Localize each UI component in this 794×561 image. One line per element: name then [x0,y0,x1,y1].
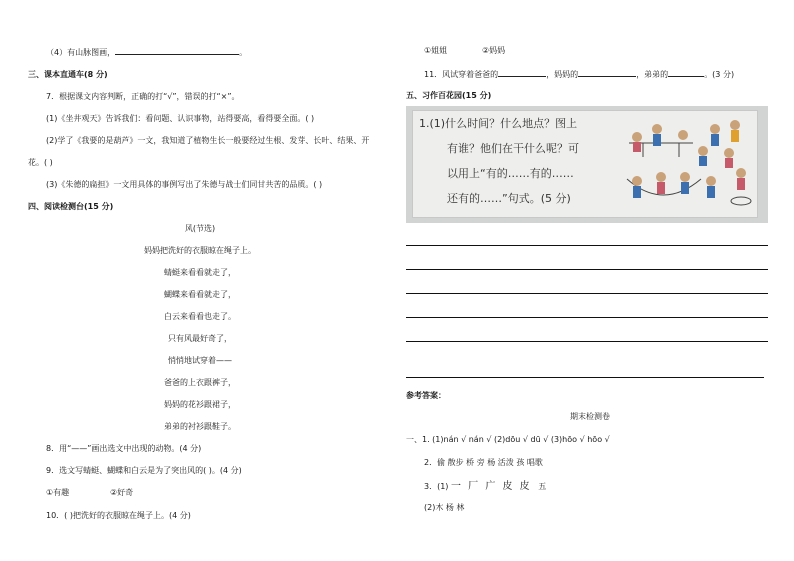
q4-line [46,46,247,58]
exam-title: 期末检测卷 [570,412,610,421]
q11-part-d: 。(3 分) [704,70,735,79]
q9-option-2[interactable]: ②好奇 [110,488,134,497]
writing-line-6[interactable] [406,377,764,378]
section-4-title: 四、阅读检测台(15 分) [28,202,114,211]
writing-line-5[interactable] [406,341,768,342]
answer-3-strokes: 一 厂 广 皮 皮 [450,481,532,492]
q11-blank-2[interactable] [578,68,636,77]
answer-1: 一、1. (1)nán √ nán √ (2)dōu √ dū √ (3)hōo √ hōo √ [406,435,610,444]
section-5-title: 五、习作百花园(15 分) [406,91,492,100]
poem-line-5: 只有风最好奇了， [168,334,232,343]
poem-line-6: 悄悄地试穿着—— [168,356,232,365]
q11-part-b: ，妈妈的 [546,70,579,79]
answer-3-prefix: 3．(1) [424,482,449,491]
option-mother[interactable]: ②妈妈 [482,46,506,55]
poem-line-9: 弟弟的衬衫跟鞋子。 [164,422,236,431]
question-7-1: (1)《坐井观天》告诉我们：看问题、认识事物，站得要高，看得要全面。( ) [46,114,315,123]
prompt-line-2: 有谁？他们在干什么呢？可 [447,142,579,155]
question-10: 10．( )把洗好的衣服晾在绳子上。(4 分) [46,511,191,520]
writing-line-2[interactable] [406,269,768,270]
question-7-2: (2)学了《我要的是葫芦》一文，我知道了植物生长一般要经过生根、发芽、长叶、结果、开 [46,136,370,145]
poem-title: 风(节选) [184,224,216,233]
q9-option-1[interactable]: ①有趣 [46,488,70,497]
poem-line-2: 蜻蜓来看看就走了， [164,268,236,277]
question-7: 7．根据课文内容判断，正确的打“√”，错误的打“×”。 [46,92,240,101]
answers-title: 参考答案： [406,391,446,400]
question-7-2-cont: 花。( ) [28,158,53,167]
q4-prefix: （4）有山脉图画， [46,48,116,57]
prompt-line-3: 以用上“有的……有的…… [447,167,574,180]
prompt-line-4: 还有的……”句式。(5 分) [447,192,571,205]
poem-line-1: 妈妈把洗好的衣服晾在绳子上。 [144,246,256,255]
prompt-line-1: 1.(1)什么时间？什么地点？图上 [419,117,578,130]
poem-line-4: 白云来看看也走了。 [164,312,236,321]
answer-4: (2)木 杨 林 [424,503,465,512]
poem-line-7: 爸爸的上衣跟裤子， [164,378,236,387]
writing-prompt-card [412,110,758,218]
section-3-title: 三、课本直通车(8 分) [28,70,108,79]
poem-line-3: 蝴蝶来看看就走了， [164,290,236,299]
q4-blank[interactable] [115,46,239,55]
question-8: 8．用“——”画出选文中出现的动物。(4 分) [46,444,202,453]
option-sister[interactable]: ①姐姐 [424,46,448,55]
q11-blank-3[interactable] [668,68,704,77]
question-7-3: (3)《朱德的扁担》一文用具体的事例写出了朱德与战士们同甘共苦的品质。( ) [46,180,323,189]
q4-suffix: 。 [239,48,248,57]
answer-3 [424,481,546,493]
poem-line-8: 妈妈的花衫跟裙子， [164,400,236,409]
children-playing-illustration [623,115,755,213]
writing-prompt-photo [406,106,768,223]
writing-line-3[interactable] [406,293,768,294]
answer-2: 2．偷 散步 桥 旁 杨 活泼 孩 唱歌 [424,458,543,467]
q11-part-a: 11．风试穿着爸爸的 [424,70,499,79]
question-11 [424,68,734,80]
writing-line-4[interactable] [406,317,768,318]
answer-3-suffix: 五 [538,482,547,491]
q11-part-c: ，弟弟的 [636,70,669,79]
question-9: 9．选文写蜻蜓、蝴蝶和白云是为了突出风的( )。(4 分) [46,466,242,475]
writing-line-1[interactable] [406,245,768,246]
q11-blank-1[interactable] [498,68,546,77]
